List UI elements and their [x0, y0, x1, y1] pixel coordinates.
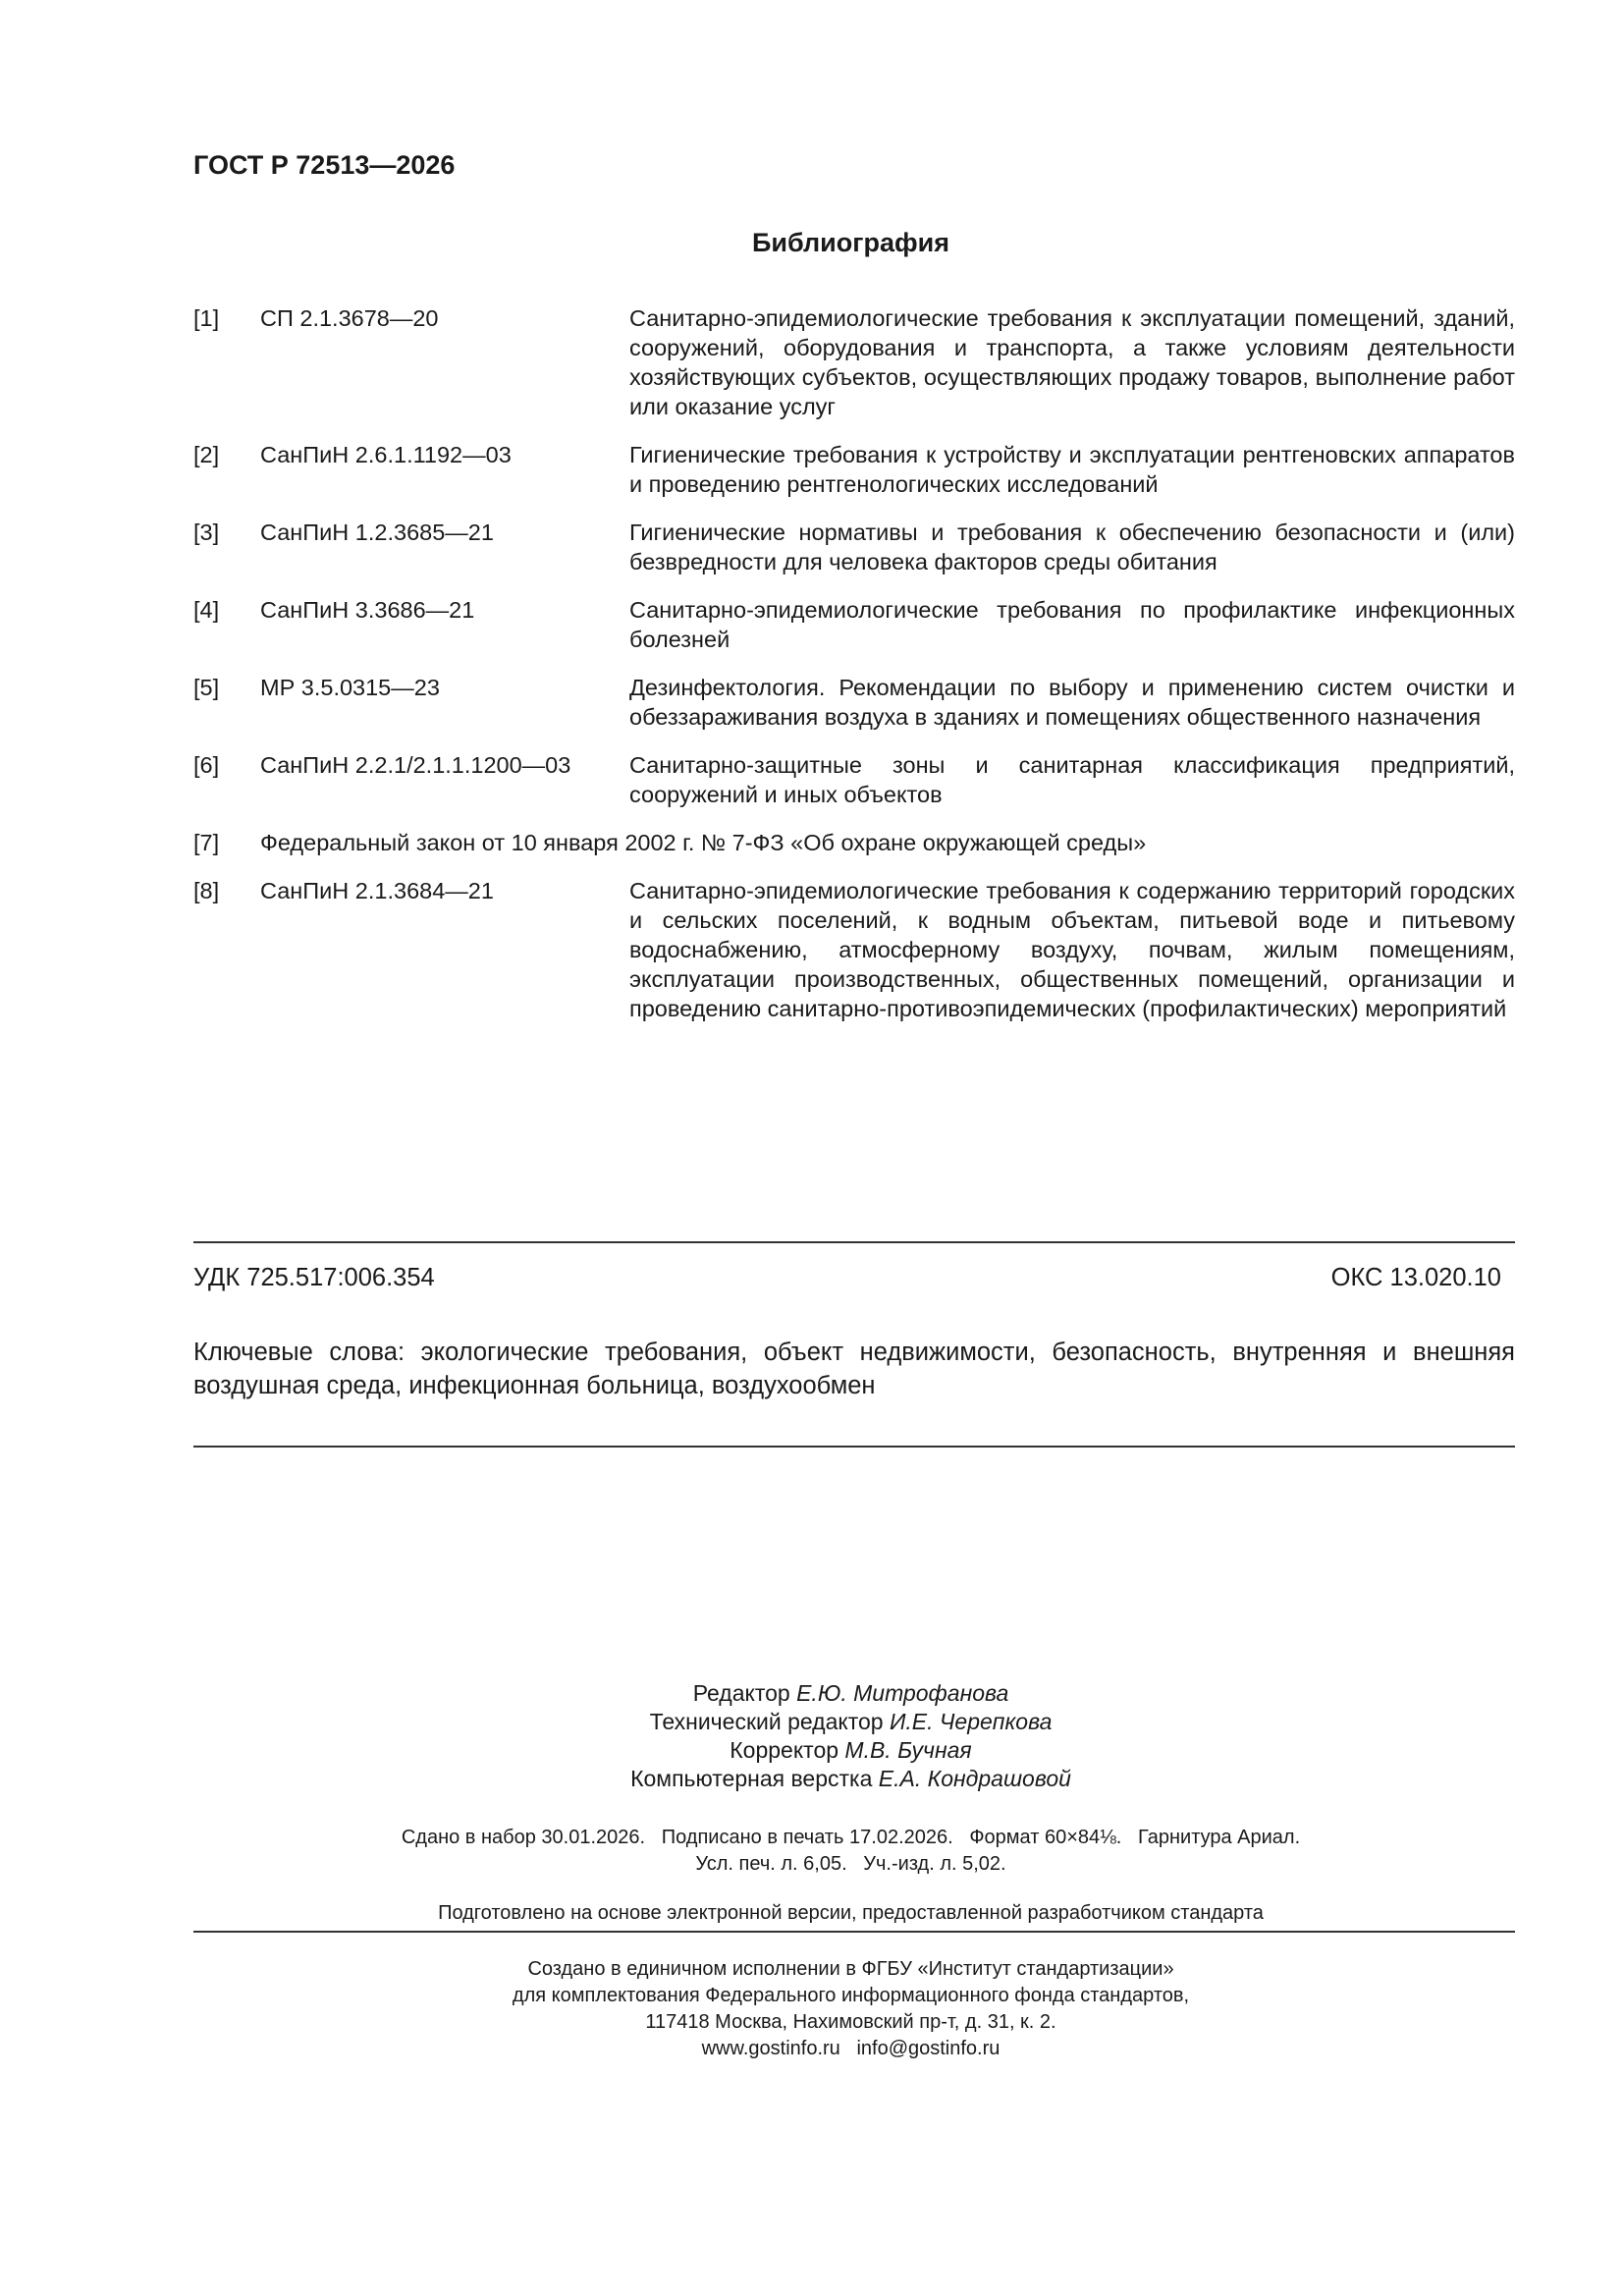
entry-description: Санитарно-защитные зоны и санитарная классификация предприятий, сооружений и иных объектов [629, 752, 1515, 807]
oks-code: ОКС 13.020.10 [1330, 1264, 1501, 1291]
entry-document: СанПиН 2.6.1.1192—03 [260, 442, 512, 467]
entry-document: СанПиН 2.2.1/2.1.1.1200—03 [260, 752, 571, 778]
udk-code: УДК 725.517:006.354 [193, 1264, 435, 1291]
bibliography-entry [193, 876, 1515, 1023]
imprint-block [0, 1825, 1623, 1878]
publisher-line: для комплектования Федерального информационного фонда стандартов, [512, 1985, 1190, 2006]
entry-number: [5] [193, 675, 220, 700]
staff-role: Редактор [692, 1680, 790, 1706]
entry-description: Санитарно-эпидемиологические требования по профилактике инфекционных болезней [629, 597, 1515, 652]
bibliography-entry [193, 440, 1515, 499]
imprint-line: Усл. печ. л. 6,05. Уч.-изд. л. 5,02. [695, 1853, 1006, 1875]
entry-number: [7] [193, 830, 220, 855]
entry-description: Санитарно-эпидемиологические требования к эксплуатации помещений, зданий, сооружений, оборудования и транспорта, а также условиям деятельности хозяйствующих субъектов, осуществляющих продажу товаров, выполнение работ или оказание услуг [629, 305, 1515, 419]
entry-number: [8] [193, 878, 220, 903]
entry-number: [1] [193, 305, 220, 331]
staff-name: Е.Ю. Митрофанова [796, 1680, 1009, 1706]
divider-line [193, 1446, 1515, 1448]
staff-role: Технический редактор [649, 1709, 884, 1734]
publisher-contacts: www.gostinfo.ru info@gostinfo.ru [701, 2038, 1001, 2059]
staff-role: Корректор [730, 1737, 839, 1763]
staff-name: М.В. Бучная [844, 1737, 972, 1763]
entry-document: СП 2.1.3678—20 [260, 305, 439, 331]
publisher-line: Создано в единичном исполнении в ФГБУ «Институт стандартизации» [527, 1958, 1174, 1980]
staff-line [0, 1736, 1623, 1765]
standard-code: ГОСТ Р 72513—2026 [193, 150, 456, 180]
entry-number: [6] [193, 752, 220, 778]
entry-document: СанПиН 3.3686—21 [260, 597, 475, 623]
divider-line [193, 1931, 1515, 1933]
entry-full-reference: Федеральный закон от 10 января 2002 г. № 7-ФЗ «Об охране окружающей среды» [260, 830, 1147, 855]
entry-description: Гигиенические требования к устройству и эксплуатации рентгеновских аппаратов и проведению рентгенологических исследований [629, 442, 1515, 497]
bibliography-entry [193, 750, 1515, 809]
bibliography-list [193, 303, 1515, 1042]
bibliography-entry [193, 595, 1515, 654]
divider-line [193, 1241, 1515, 1243]
prepared-note: Подготовлено на основе электронной версии, предоставленной разработчиком стандарта [438, 1902, 1264, 1924]
entry-number: [3] [193, 519, 220, 545]
editorial-staff [0, 1679, 1623, 1793]
bibliography-entry [193, 673, 1515, 732]
staff-line [0, 1679, 1623, 1708]
entry-description: Санитарно-эпидемиологические требования к содержанию территорий городских и сельских поселений, к водным объектам, питьевой воде и питьевому водоснабжению, атмосферному воздуху, почвам, жилым помещениям, эксплуатации производственных, общественных помещений, организации и проведению санитарно-противоэпидемических (профилактических) мероприятий [629, 878, 1515, 1021]
staff-role: Компьютерная верстка [630, 1766, 873, 1791]
entry-document: СанПиН 2.1.3684—21 [260, 878, 494, 903]
staff-name: И.Е. Черепкова [889, 1709, 1053, 1734]
bibliography-entry [193, 303, 1515, 421]
entry-description: Гигиенические нормативы и требования к обеспечению безопасности и (или) безвредности для человека факторов среды обитания [629, 519, 1515, 574]
bibliography-entry [193, 518, 1515, 576]
entry-document: МР 3.5.0315—23 [260, 675, 440, 700]
bibliography-entry [193, 828, 1515, 857]
entry-description: Дезинфектология. Рекомендации по выбору и применению систем очистки и обеззараживания воздуха в зданиях и помещениях общественного назначения [629, 675, 1515, 730]
bibliography-title: Библиография [752, 228, 949, 257]
keywords: Ключевые слова: экологические требования, объект недвижимости, безопасность, внутренняя и внешняя воздушная среда, инфекционная больница, воздухообмен [193, 1339, 1515, 1399]
imprint-line: Сдано в набор 30.01.2026. Подписано в печать 17.02.2026. Формат 60×84⅛. Гарнитура Ариал. [401, 1827, 1301, 1848]
staff-line [0, 1765, 1623, 1793]
staff-line [0, 1708, 1623, 1736]
entry-number: [2] [193, 442, 220, 467]
entry-number: [4] [193, 597, 220, 623]
entry-document: СанПиН 1.2.3685—21 [260, 519, 494, 545]
publisher-line: 117418 Москва, Нахимовский пр-т, д. 31, к. 2. [645, 2011, 1056, 2033]
publisher-block [0, 1956, 1623, 2062]
staff-name: Е.А. Кондрашовой [878, 1766, 1071, 1791]
